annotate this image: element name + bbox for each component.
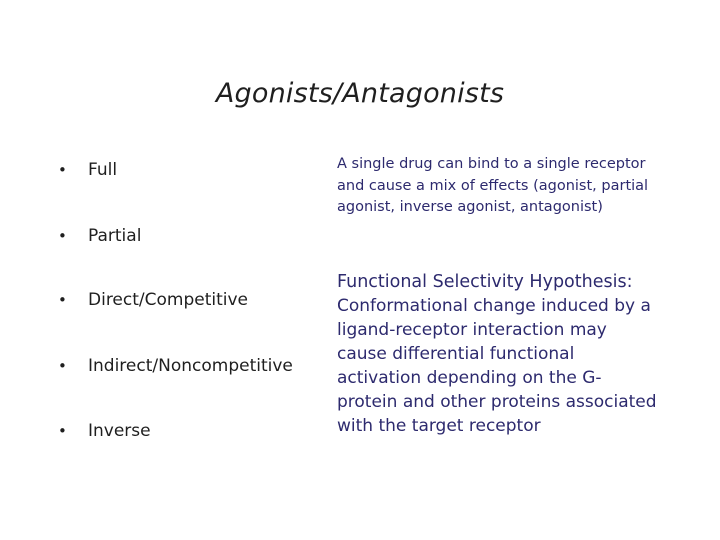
bullet-label: Indirect/Noncompetitive <box>88 356 293 376</box>
mixed-effects-note: A single drug can bind to a single receptor and cause a mix of effects (agonist, partial agonist, inverse agonist, antagonist) <box>337 156 649 215</box>
hypothesis-title: Functional Selectivity Hypothesis: <box>337 272 633 292</box>
bullet-item-full <box>58 160 117 180</box>
bullet-item-inverse <box>58 421 151 441</box>
bullet-label: Inverse <box>88 421 151 441</box>
hypothesis-body: Conformational change induced by a ligand-receptor interaction may cause differential functional activation depending on the G-protein and other proteins associated with the target receptor <box>337 296 657 436</box>
bullet-dot-icon: • <box>58 357 67 375</box>
bullet-dot-icon: • <box>58 161 67 179</box>
bullet-item-partial <box>58 226 141 246</box>
bullet-label: Partial <box>88 226 142 246</box>
bullet-dot-icon: • <box>58 422 67 440</box>
slide-title: Agonists/Antagonists <box>215 78 505 109</box>
bullet-dot-icon: • <box>58 291 67 309</box>
bullet-item-indirect-noncompetitive <box>58 356 293 376</box>
bullet-dot-icon: • <box>58 227 67 245</box>
bullet-label: Direct/Competitive <box>88 290 249 310</box>
bullet-item-direct-competitive <box>58 290 248 310</box>
bullet-label: Full <box>88 160 118 180</box>
